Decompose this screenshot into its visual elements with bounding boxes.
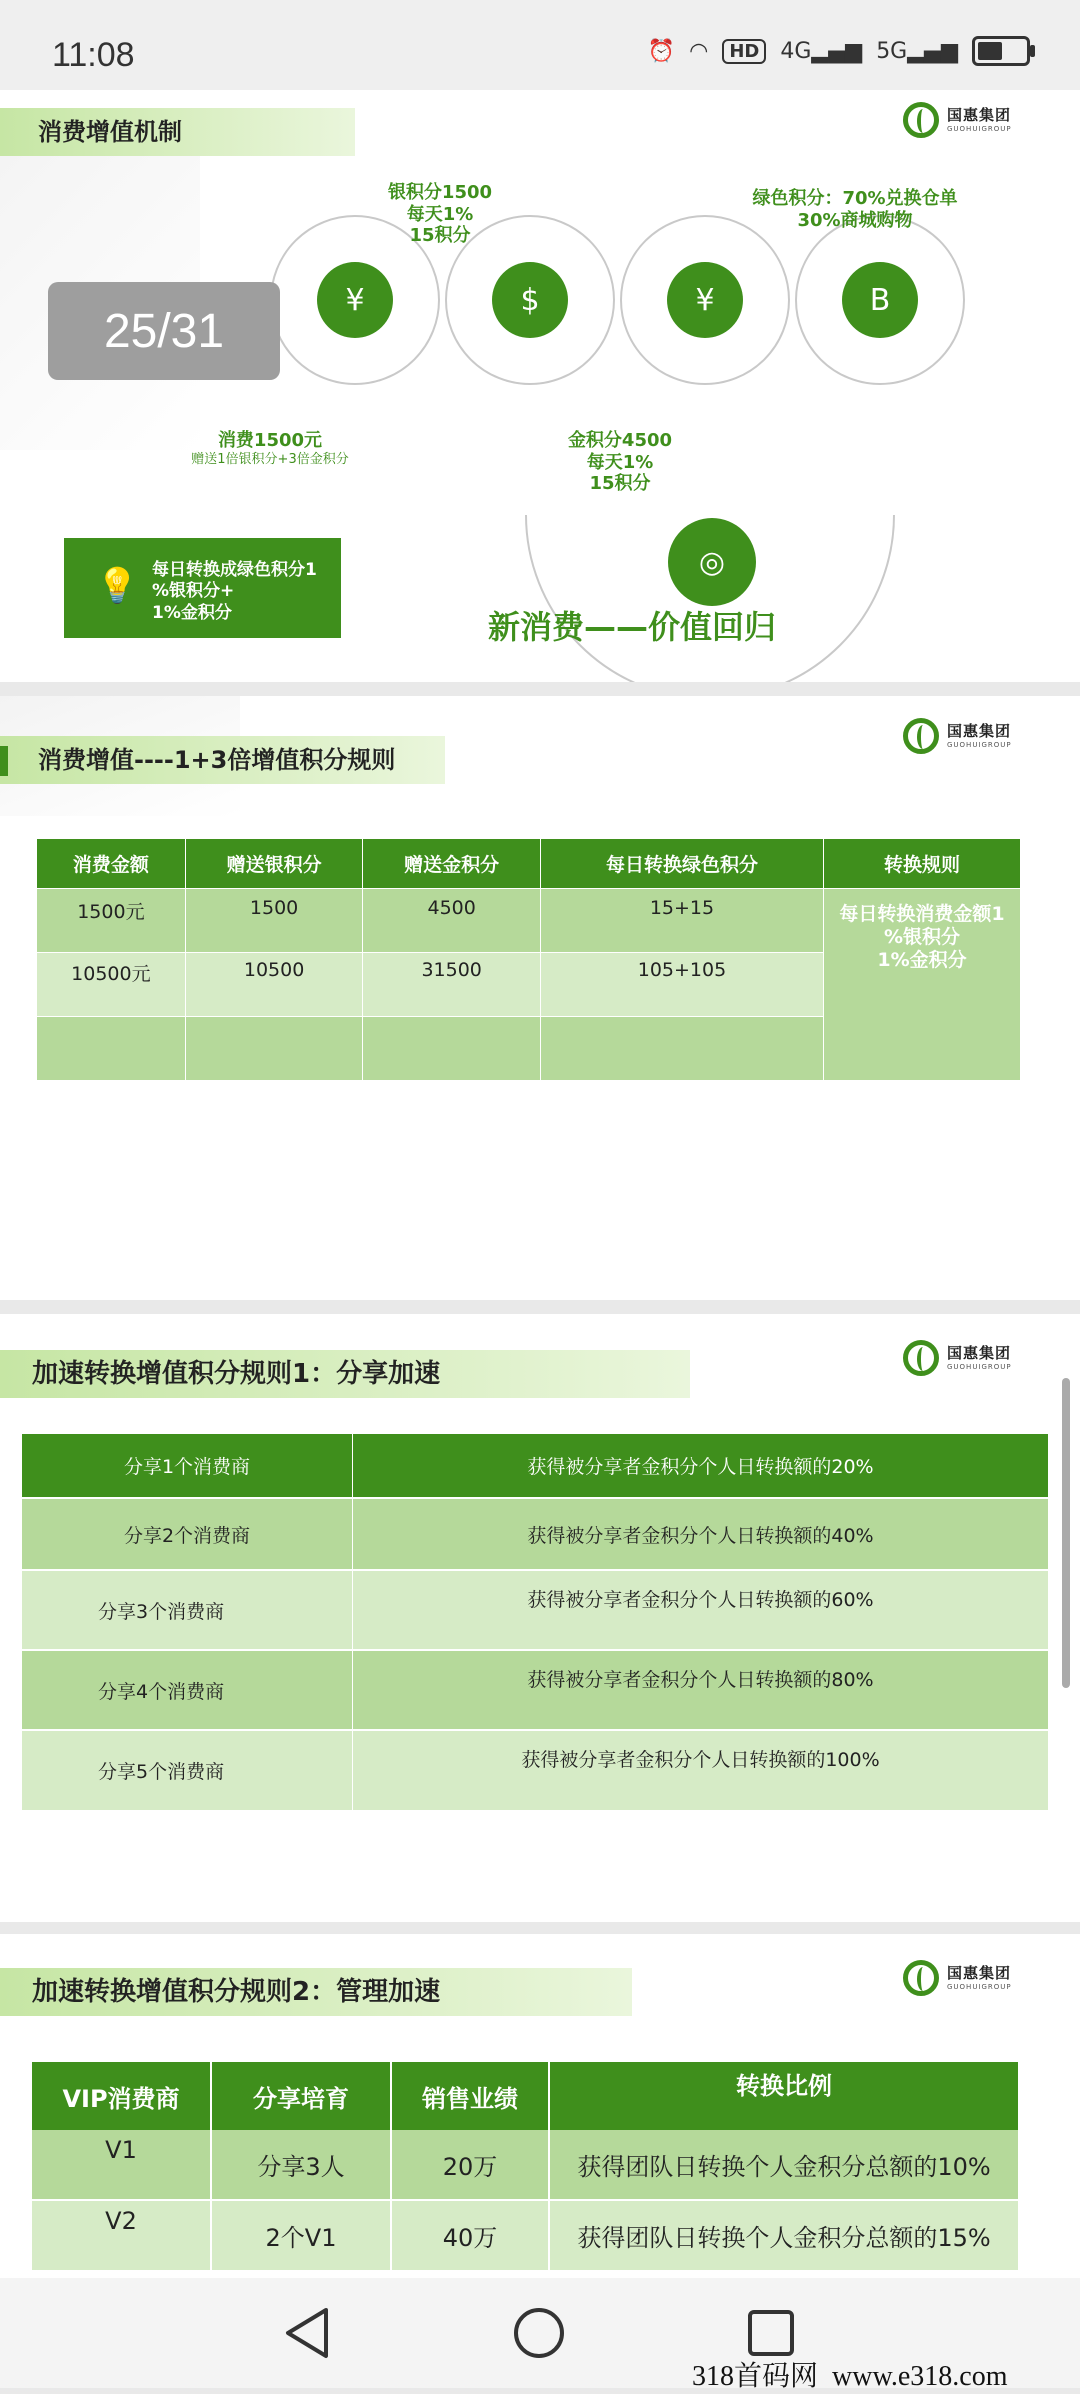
status-icons <box>648 36 1030 66</box>
gold-points-label: 金积分4500 每天1% 15积分 <box>567 430 673 495</box>
share-rules-table <box>22 1434 1048 1810</box>
status-bar <box>0 0 1080 90</box>
wifi-icon: ◠ <box>689 38 709 64</box>
coins-icon: ◎ <box>668 518 756 606</box>
hd-icon: HD <box>722 39 766 64</box>
slide-points-rules <box>0 696 1080 1300</box>
company-logo: 国惠集团 GUOHUIGROUP <box>903 1960 1012 1996</box>
watermark: 318首码网 www.e318.com <box>692 2361 1008 2392</box>
conversion-rule-cell: 每日转换消费金额1 %银积分 1%金积分 <box>824 889 1021 1081</box>
slide3-title: 加速转换增值积分规则1：分享加速 <box>0 1350 690 1398</box>
silver-points-label: 银积分1500 每天1% 15积分 <box>387 182 493 247</box>
company-logo: 国惠集团 GUOHUIGROUP <box>903 1340 1012 1376</box>
header-amount: 消费金额 <box>37 839 186 889</box>
points-rules-table <box>36 838 1021 1081</box>
header-share: 分享培育 <box>211 2062 391 2130</box>
back-icon[interactable] <box>282 2306 332 2360</box>
header-rule: 转换规则 <box>824 839 1021 889</box>
header-vip: VIP消费商 <box>32 2062 211 2130</box>
slide-consumption-mechanism <box>0 90 1080 682</box>
slogan: 新消费——价值回归 <box>488 608 777 646</box>
logo-mark-icon <box>903 1960 939 1996</box>
table-row: 分享4个消费商 获得被分享者金积分个人日转换额的80% <box>22 1650 1048 1730</box>
tip-box: 💡 每日转换成绿色积分1 %银积分+ 1%金积分 <box>64 538 341 638</box>
page-counter: 25/31 <box>48 282 280 380</box>
slide1-title: 消费增值机制 <box>0 108 355 156</box>
logo-mark-icon <box>903 102 939 138</box>
consume-label: 消费1500元 赠送1倍银积分+3倍金积分 <box>191 430 349 467</box>
battery-icon <box>972 36 1030 66</box>
header-ratio: 转换比例 <box>736 2072 832 2100</box>
table-row: V1 分享3人 20万 获得团队日转换个人金积分总额的10% <box>32 2130 1018 2200</box>
slide-management-acceleration <box>0 1934 1080 2278</box>
bag-icon: B <box>842 262 918 338</box>
logo-mark-icon <box>903 718 939 754</box>
company-logo: 国惠集团 GUOHUIGROUP <box>903 718 1012 754</box>
table-row: 分享2个消费商 获得被分享者金积分个人日转换额的40% <box>22 1498 1048 1570</box>
table-row: 分享5个消费商 获得被分享者金积分个人日转换额的100% <box>22 1730 1048 1810</box>
company-logo: 国惠集团 GUOHUIGROUP <box>903 102 1012 138</box>
table-row: 10500元 10500 31500 105+105 <box>37 953 1021 1017</box>
navigation-bar <box>0 2278 1080 2392</box>
home-icon[interactable] <box>512 2306 566 2360</box>
table-row: V2 2个V1 40万 获得团队日转换个人金积分总额的15% <box>32 2200 1018 2270</box>
table-row: 1500元 1500 4500 15+15 每日转换消费金额1 %银积分 1%金积分 <box>37 889 1021 953</box>
recents-icon[interactable] <box>746 2308 796 2358</box>
header-green: 每日转换绿色积分 <box>540 839 823 889</box>
clock: 11:08 <box>52 36 135 74</box>
green-points-label: 绿色积分：70%兑换仓单 30%商城购物 <box>752 188 958 231</box>
header-silver: 赠送银积分 <box>185 839 363 889</box>
header-sales: 销售业绩 <box>391 2062 549 2130</box>
table-row: 分享1个消费商 获得被分享者金积分个人日转换额的20% <box>22 1434 1048 1498</box>
card-payment-icon: ¥ <box>317 262 393 338</box>
scrollbar[interactable] <box>1062 1378 1070 1688</box>
signal-5g-icon: 5G▂▄▆ <box>876 38 958 64</box>
slide-share-acceleration <box>0 1314 1080 1922</box>
table-row: 分享3个消费商 获得被分享者金积分个人日转换额的60% <box>22 1570 1048 1650</box>
alarm-icon: ⏰ <box>647 38 676 64</box>
vip-rules-table <box>32 2062 1018 2270</box>
money-hand-icon: $ <box>492 262 568 338</box>
logo-mark-icon <box>903 1340 939 1376</box>
phone-yuan-icon: ¥ <box>667 262 743 338</box>
header-gold: 赠送金积分 <box>363 839 541 889</box>
slide4-title: 加速转换增值积分规则2：管理加速 <box>0 1968 632 2016</box>
lightbulb-icon: 💡 <box>96 566 139 606</box>
slide2-title: 消费增值----1+3倍增值积分规则 <box>0 736 445 784</box>
signal-4g-icon: 4G▂▄▆ <box>780 38 863 64</box>
